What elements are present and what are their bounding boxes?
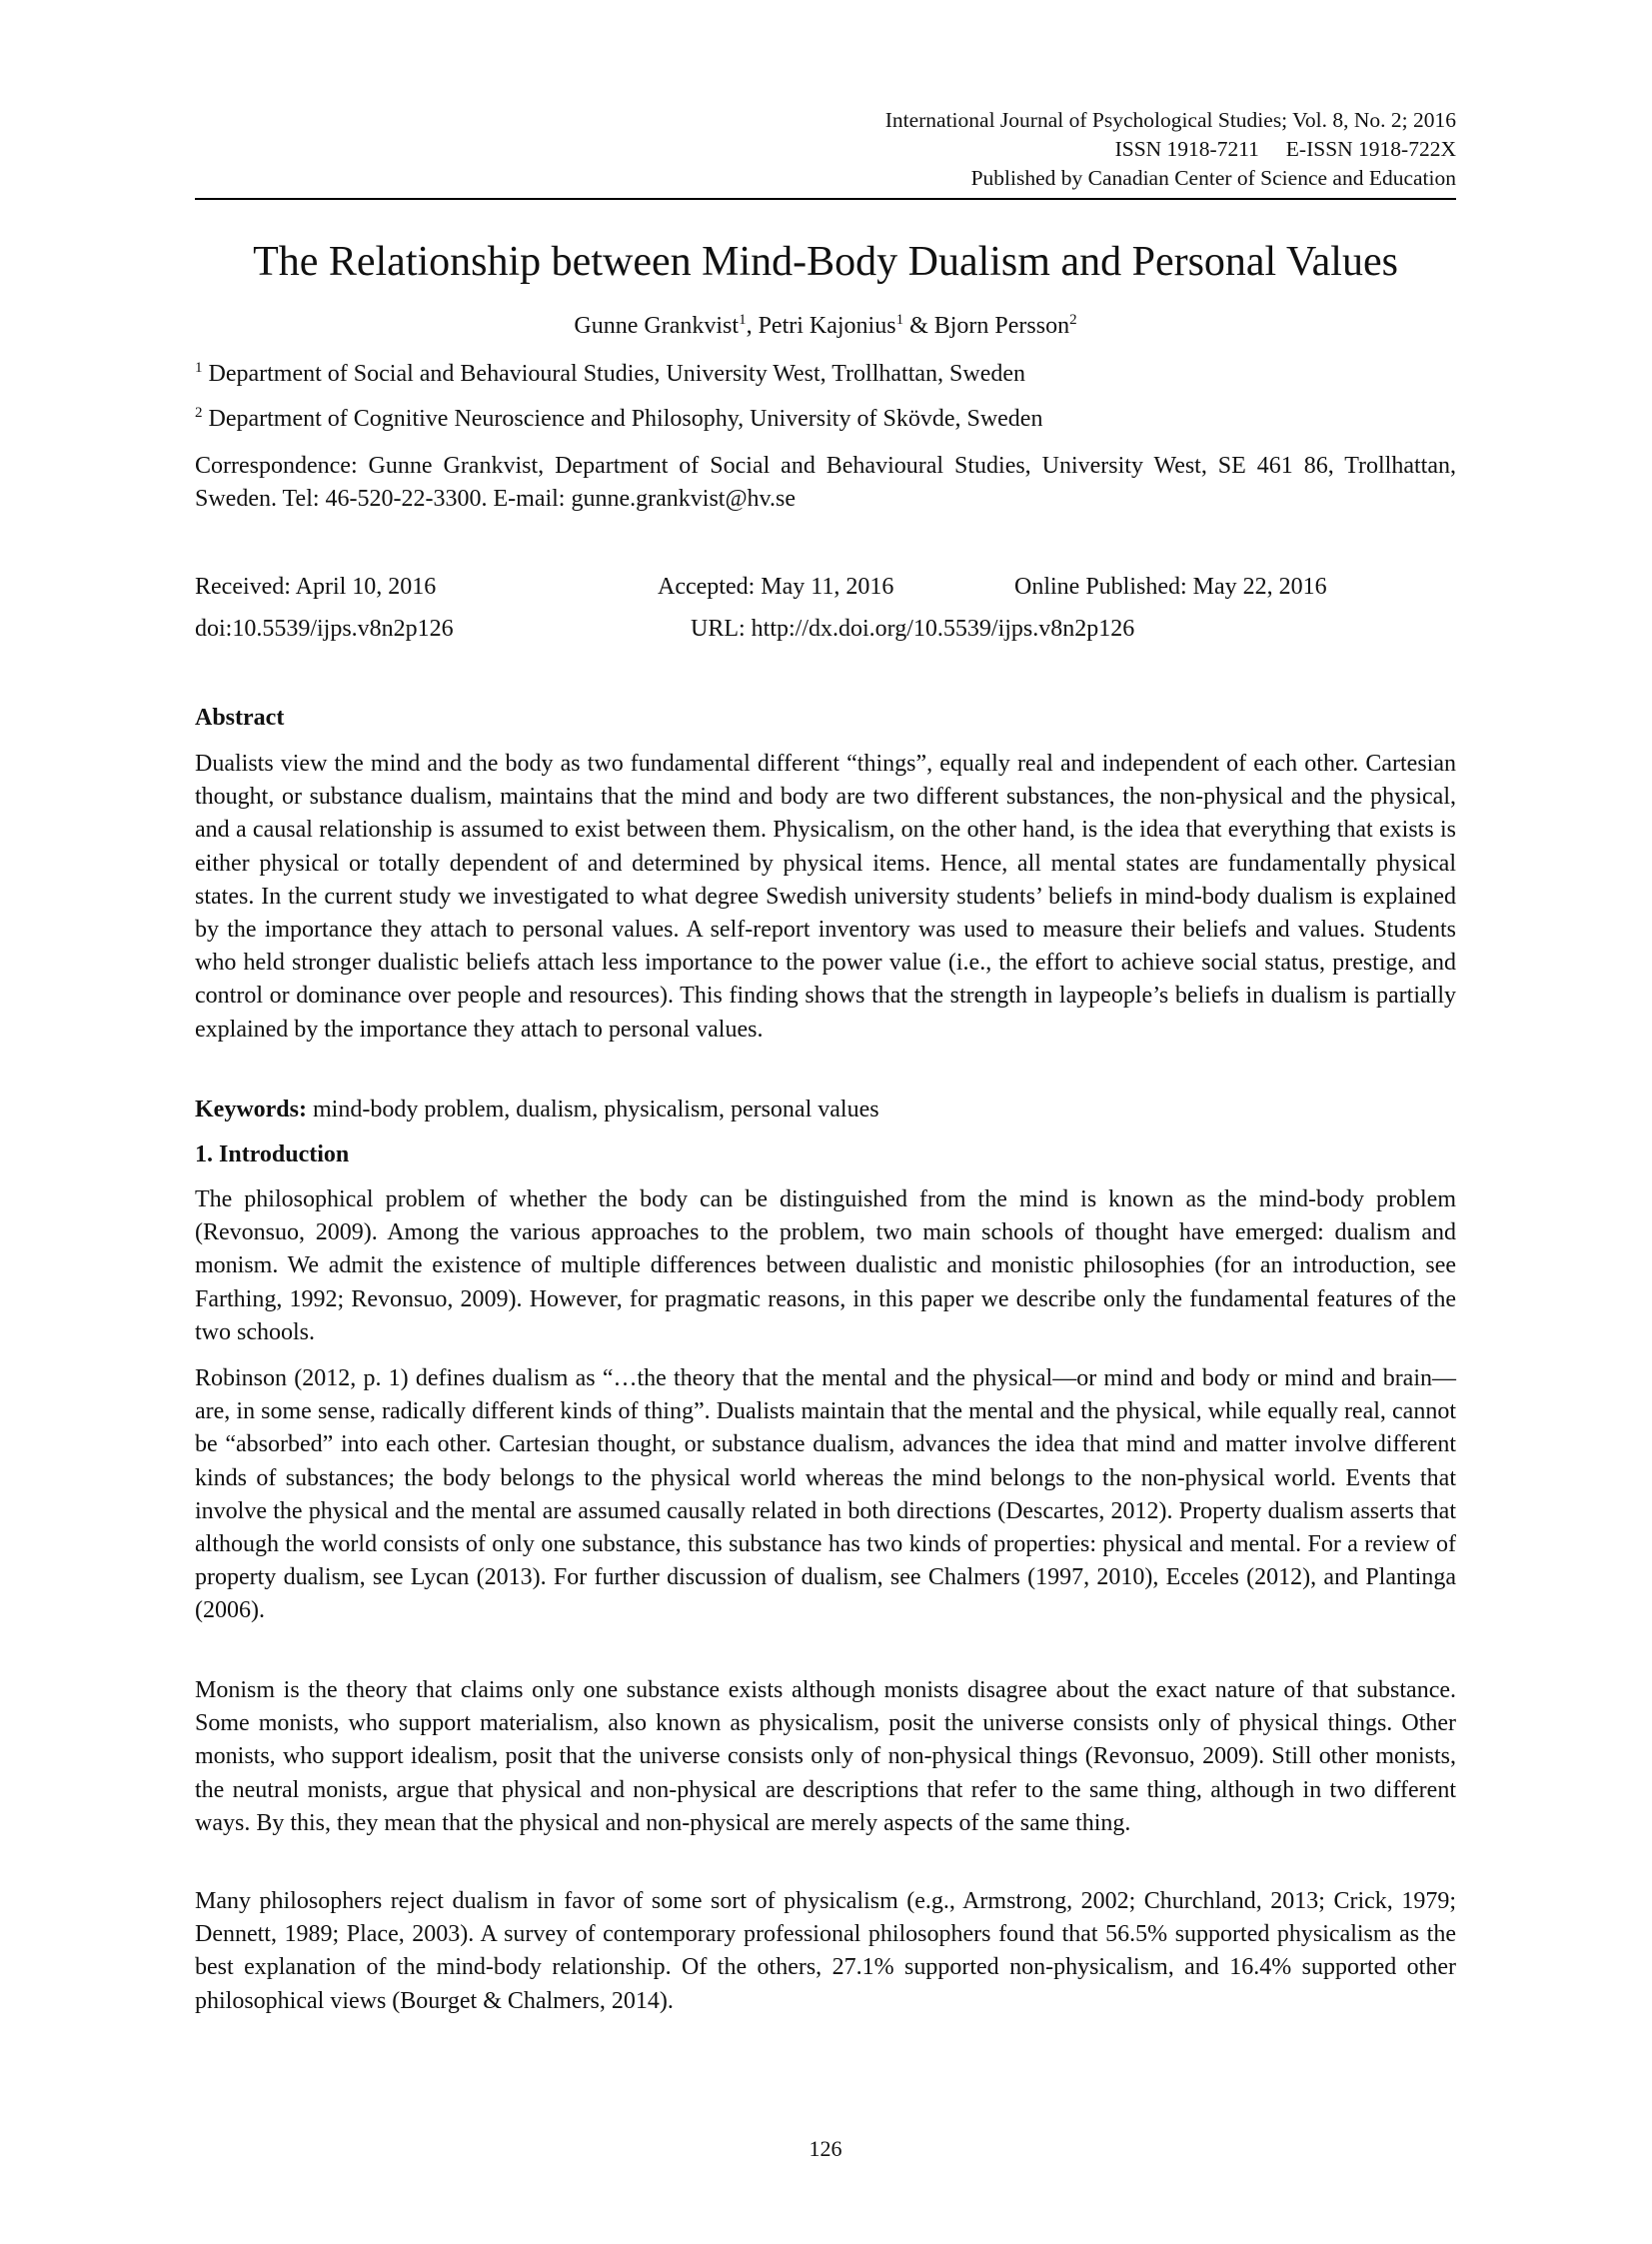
keywords-label: Keywords:	[195, 1097, 307, 1122]
introduction-heading: 1. Introduction	[195, 1141, 350, 1167]
paper-page	[195, 0, 1456, 2244]
author-affiliation-mark: 2	[1069, 312, 1077, 328]
abstract-heading: Abstract	[195, 705, 285, 731]
doi-url-link[interactable]: URL: http://dx.doi.org/10.5539/ijps.v8n2p126	[691, 616, 1135, 642]
affiliation-number: 2	[195, 405, 203, 421]
keywords-text: mind-body problem, dualism, physicalism, personal values	[306, 1097, 879, 1122]
paragraph: Monism is the theory that claims only one substance exists although monists disagree about the exact nature of that substance. Some monists, who support materialism, also known as physicalism, posit the universe consists only of physical things. Other monists, who support idealism, posit that the universe consists only of non-physical things (Revonsuo, 2009). Still other monists, the neutral monists, argue that physical and non-physical are descriptions that refer to the same thing, although in two different ways. By this, they mean that the physical and non-physical are merely aspects of the same thing.	[195, 1677, 1456, 1836]
affiliation-text: Department of Social and Behavioural Studies, University West, Trollhattan, Sweden	[202, 361, 1025, 387]
author-affiliation-mark: 1	[739, 312, 747, 328]
author-separator: &	[903, 313, 934, 339]
journal-citation: International Journal of Psychological Studies; Vol. 8, No. 2; 2016	[884, 108, 1456, 132]
doi: doi:10.5539/ijps.v8n2p126	[195, 616, 454, 642]
keywords	[195, 1094, 1456, 1126]
paper-title: The Relationship between Mind-Body Dualism and Personal Values	[253, 239, 1398, 285]
accepted-date: Accepted: May 11, 2016	[658, 574, 894, 600]
author-name: Petri Kajonius	[758, 313, 896, 339]
journal-publisher: Published by Canadian Center of Science and Education	[970, 166, 1456, 190]
abstract-text: Dualists view the mind and the body as two fundamental different “things”, equally real and independent of each other. Cartesian thought, or substance dualism, maintains that the mind and body are two different substances, the non-physical and the physical, and a causal relationship is assumed to exist between them. Physicalism, on the other hand, is the idea that everything that exists is either physical or totally dependent of and determined by physical items. Hence, all mental states are fundamentally physical states. In the current study we investigated to what degree Swedish university students’ beliefs in mind-body dualism is explained by the importance they attach to personal values. A self-report inventory was used to measure their beliefs and values. Students who held stronger dualistic beliefs attach less importance to the power value (i.e., the effort to achieve social status, prestige, and control or dominance over people and resources). This finding shows that the strength in laypeople’s beliefs in dualism is partially explained by the importance they attach to personal values.	[195, 751, 1456, 1043]
author-list	[195, 309, 1456, 343]
author-name: Bjorn Persson	[933, 313, 1070, 339]
paragraph: Robinson (2012, p. 1) defines dualism as “…the theory that the mental and the physical—or mind and body or mind and brain—are, in some sense, radically different kinds of thing”. Dualists maintain that the mental and the physical, while equally real, cannot be “absorbed” into each other. Cartesian thought, or substance dualism, advances the idea that mind and matter involve different kinds of substances; the body belongs to the physical world whereas the mind belongs to the non-physical world. Events that involve the physical and the mental are assumed causally related in both directions (Descartes, 2012). Property dualism asserts that although the world consists of only one substance, this substance has two kinds of properties: physical and mental. For a review of property dualism, see Lycan (2013). For further discussion of dualism, see Chalmers (1997, 2010), Ecceles (2012), and Plantinga (2006).	[195, 1365, 1456, 1624]
author-name: Gunne Grankvist	[574, 313, 740, 339]
correspondence: Correspondence: Gunne Grankvist, Department of Social and Behavioural Studies, University West, SE 461 86, Trollhattan, Sweden. Tel: 46-520-22-3300. E-mail: gunne.grankvist@hv.se	[195, 453, 1456, 512]
paragraph: The philosophical problem of whether the body can be distinguished from the mind is known as the mind-body problem (Revonsuo, 2009). Among the various approaches to the problem, two main schools of thought have emerged: dualism and monism. We admit the existence of multiple differences between dualistic and monistic philosophies (for an introduction, see Farthing, 1992; Revonsuo, 2009). However, for pragmatic reasons, in this paper we describe only the fundamental features of the two schools.	[195, 1186, 1456, 1345]
author-affiliation-mark: 1	[895, 312, 904, 328]
header-rule	[195, 198, 1456, 200]
journal-issn: ISSN 1918-7211 E-ISSN 1918-722X	[1114, 137, 1456, 161]
online-published-date: Online Published: May 22, 2016	[1014, 574, 1327, 600]
affiliation-1	[195, 357, 1025, 391]
received-date: Received: April 10, 2016	[195, 574, 437, 600]
paragraph: Many philosophers reject dualism in favor of some sort of physicalism (e.g., Armstrong, 2002; Churchland, 2013; Crick, 1979; Dennett, 1989; Place, 2003). A survey of contemporary professional philosophers found that 56.5% supported physicalism as the best explanation of the mind-body relationship. Of the others, 27.1% supported non-physicalism, and 16.4% supported other philosophical views (Bourget & Chalmers, 2014).	[195, 1888, 1456, 2014]
author-separator: ,	[746, 313, 759, 339]
affiliation-number: 1	[195, 360, 203, 376]
page-number: 126	[809, 2136, 842, 2161]
journal-header	[885, 106, 1456, 193]
affiliation-text: Department of Cognitive Neuroscience and Philosophy, University of Skövde, Sweden	[202, 406, 1043, 432]
affiliation-2	[195, 402, 1042, 436]
